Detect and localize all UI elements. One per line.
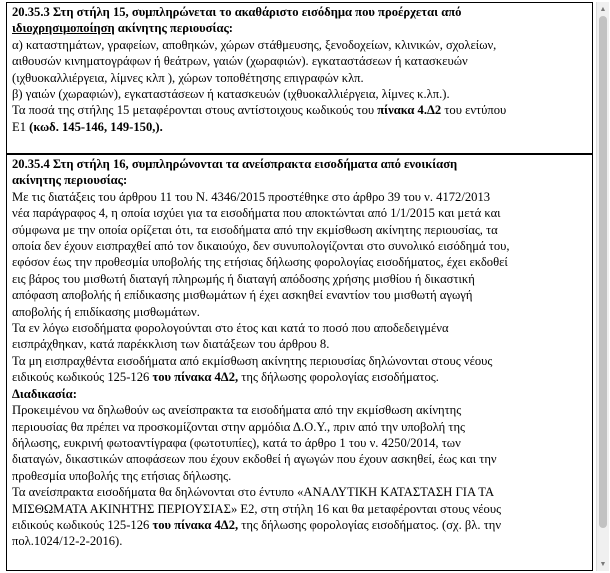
text-line	[12, 517, 587, 533]
text-line: Τα μη εισπραχθέντα εισοδήματα από εκμίσθωση ακίνητης περιουσίας δηλώνονται στους νέους	[12, 353, 493, 368]
text-line: δήλωσης, ευκρινή φωτοαντίγραφα (φωτοτυπίες), κατά το άρθρο 1 του ν. 4250/2014, των	[12, 435, 461, 450]
text-line: Προκειμένου να δηλωθούν ως ανείσπρακτα τα εισοδήματα από την εκμίσθωση ακίνητης	[12, 403, 462, 418]
bold-run: πίνακα 4.Δ2	[377, 103, 442, 118]
text-line: εισπράχθηκαν, κατά παρέκκλιση των διατάξεων του άρθρου 8.	[12, 337, 330, 352]
text-line: πολ.1024/12-2-2016).	[12, 534, 123, 549]
text-run: Τα ποσά της στήλης 15 μεταφέρονται στους αντίστοιχους κωδικούς του	[12, 103, 378, 118]
text-line: νέα παράγραφος 4, η οποία ισχύει για τα εισοδήματα που αποκτώνται από 1/1/2015 και μετά και	[12, 206, 501, 221]
text-line	[12, 119, 587, 135]
text-line: οποία δεν έχουν εισπραχθεί από τον δικαιούχο, δεν συνυπολογίζονται στο συνολικό εισόδημά του,	[12, 239, 510, 254]
bold-run: του πίνακα 4Δ2,	[152, 370, 239, 385]
text-run: ειδικούς κωδικούς 125-126	[12, 370, 153, 385]
text-run: Ε1	[12, 119, 30, 134]
section-heading-cont: ακίνητης περιουσίας:	[12, 173, 128, 188]
text-line: εφόσον έως την προθεσμία υποβολής της ετήσιας δήλωσης φορολογίας εισοδήματος, έχει εκδοθεί	[12, 255, 508, 270]
text-run: ειδικούς κωδικούς 125-126	[12, 517, 153, 532]
text-line	[12, 102, 587, 118]
section-number: 20.35.3	[12, 5, 50, 19]
text-run: της δήλωσης φορολογίας εισοδήματος. (σχ. βλ. την	[238, 517, 502, 532]
text-line: (ιχθυοκαλλιέργεια, λίμνες κλπ ), χώρων τοποθέτησης επιγραφών κλπ.	[12, 70, 364, 85]
text-line: περιουσίας θα πρέπει να προσκομίζονται στην αρμόδια Δ.Ο.Υ., πριν από την υποβολή της	[12, 419, 466, 434]
text-line: Με τις διατάξεις του άρθρου 11 του Ν. 4346/2015 προστέθηκε στο άρθρο 39 του ν. 4172/2013	[12, 189, 491, 204]
text-line: απόφαση αποβολής ή επίδικασης μισθωμάτων ή έχει ασκηθεί εναντίον του μισθωτή αγωγή	[12, 288, 473, 303]
text-line: αποβολής ή επιδίκασης μισθωμάτων.	[12, 304, 200, 319]
text-line	[12, 369, 587, 385]
text-line: α) καταστημάτων, γραφείων, αποθηκών, χώρων στάθμευσης, ξενοδοχείων, κλινικών, σχολείων,	[12, 37, 497, 52]
text-line: διαταγών, δικαστικών αποφάσεων που έχουν εκδοθεί ή αγωγών που έχουν ασκηθεί, έως και την	[12, 452, 497, 467]
text-line: ΜΙΣΘΩΜΑΤΑ ΑΚΙΝΗΤΗΣ ΠΕΡΙΟΥΣΙΑΣ» Ε2, στη στήλη 16 και θα μεταφέρονται στους νέους	[12, 501, 502, 516]
text-line: Τα ανείσπρακτα εισοδήματα θα δηλώνονται στο έντυπο «ΑΝΑΛΥΤΙΚΗ ΚΑΤΑΣΤΑΣΗ ΓΙΑ ΤΑ	[12, 485, 495, 500]
scroll-thumb[interactable]	[599, 16, 607, 528]
text-line: εις βάρος του μισθωτή διαταγή πληρωμής ή διαταγή απόδοσης χρήσης μισθίου ή δικαστική	[12, 271, 475, 286]
bold-run: (κωδ. 145-146, 149-150,).	[29, 119, 163, 134]
section-heading	[12, 4, 587, 20]
text-line: Τα εν λόγω εισοδήματα φορολογούνται στο έτος και κατά το ποσό που αποδεδειγμένα	[12, 321, 449, 336]
heading-text: Στη στήλη 15, συμπληρώνεται το ακαθάριστο εισόδημα που προέρχεται από	[49, 5, 462, 19]
section-heading: 20.35.4 Στη στήλη 16, συμπληρώνονται τα ανείσπρακτα εισοδήματα από ενοικίαση	[12, 157, 458, 171]
procedure-heading: Διαδικασία:	[12, 386, 77, 401]
text-line: σύμφωνα με την οποία ορίζεται ότι, τα εισοδήματα από την εκμίσθωση ακίνητης περιουσίας, τα	[12, 222, 498, 237]
vertical-scrollbar[interactable]	[596, 2, 609, 571]
section-20-35-3	[6, 2, 593, 154]
text-line: αιθουσών κινηματογράφων ή θεάτρων, γαιών (χωραφιών). εγκαταστάσεων ή κατασκευών	[12, 54, 468, 69]
heading-tail: ακίνητης περιουσίας:	[114, 21, 233, 36]
bold-run: του πίνακα 4Δ2,	[152, 517, 239, 532]
heading-underlined: ιδιοχρησιμοποίηση	[12, 21, 115, 36]
section-20-35-4	[6, 154, 593, 571]
section-heading-cont	[12, 20, 587, 36]
text-run: του εντύπου	[441, 103, 507, 118]
text-line: προθεσμία υποβολής της ετήσιας δήλωσης.	[12, 468, 232, 483]
scroll-down-arrow-icon[interactable]: ▼	[599, 560, 607, 568]
text-run: της δήλωσης φορολογίας εισοδήματος.	[238, 370, 439, 385]
scroll-up-arrow-icon[interactable]: ▲	[599, 5, 607, 13]
text-line: β) γαιών (χωραφιών), εγκαταστάσεων ή κατασκευών (ιχθυοκαλλιέργεια, λίμνες κ.λπ.).	[12, 87, 450, 102]
